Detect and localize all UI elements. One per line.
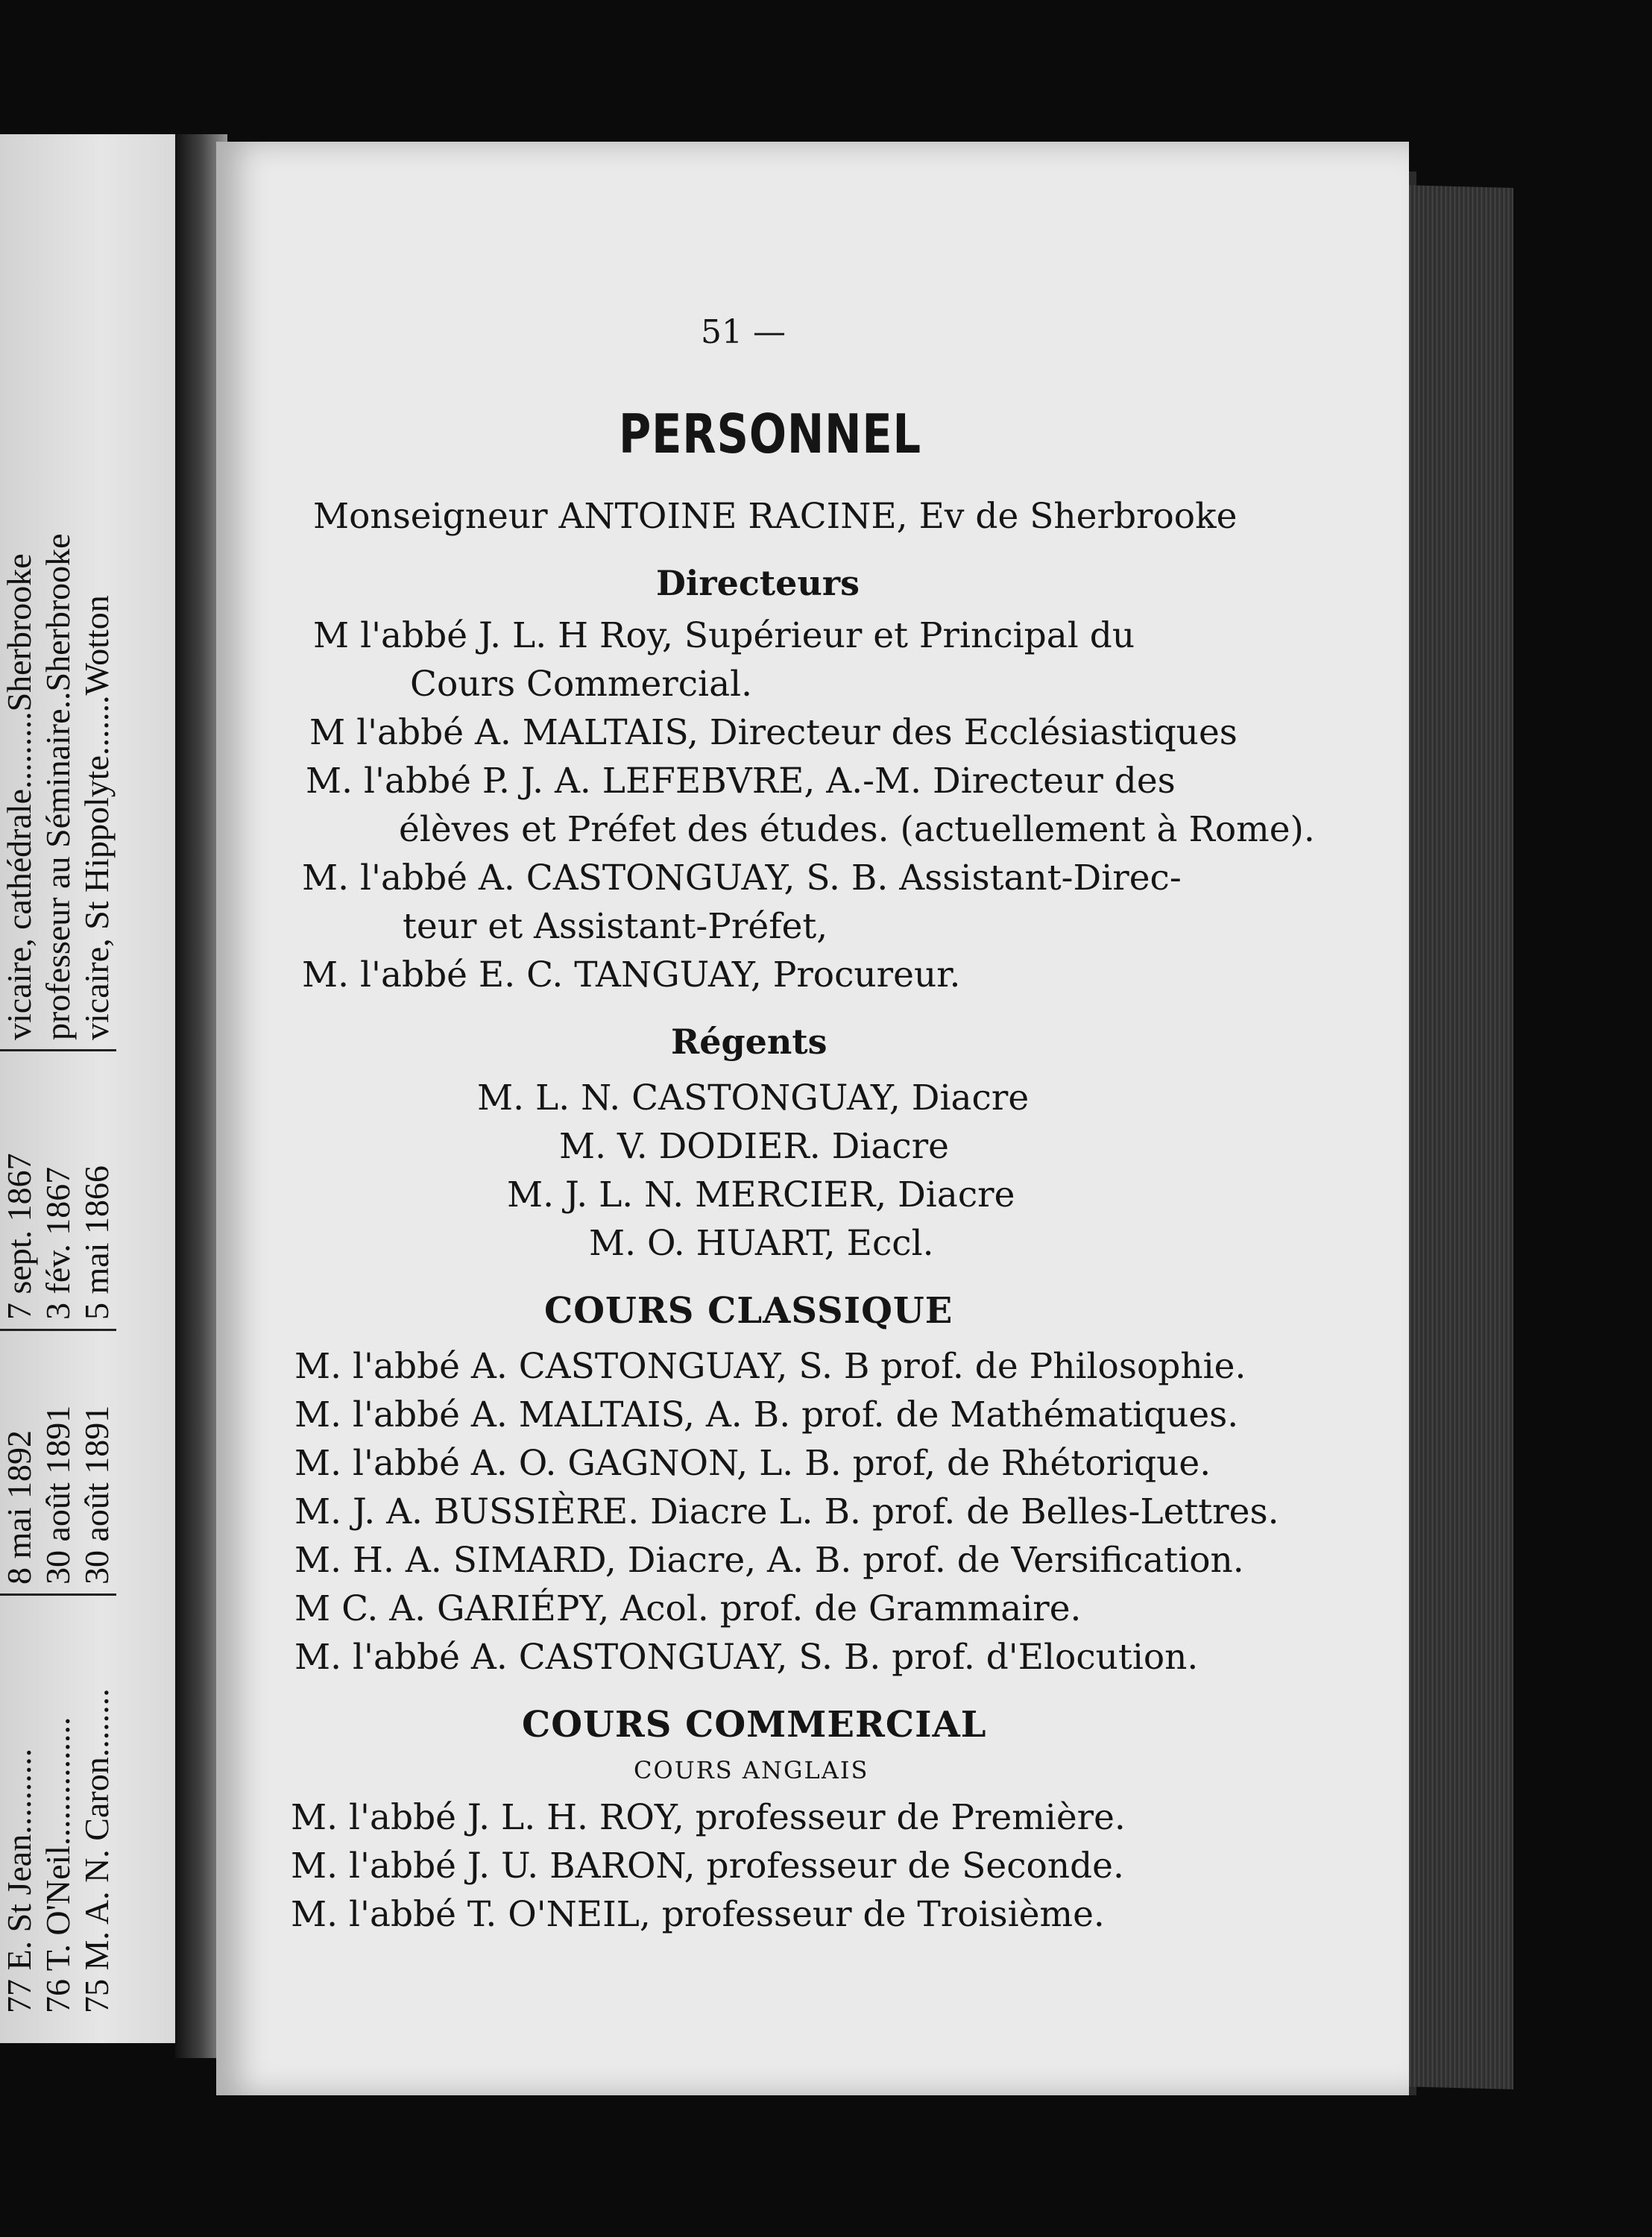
cours-anglais-subheading: COURS ANGLAIS (634, 1756, 869, 1784)
classique-line: M. H. A. SIMARD, Diacre, A. B. prof. de Versification. (294, 1540, 1244, 1581)
directeur-line: M l'abbé A. MALTAIS, Directeur des Ecclésiastiques (309, 712, 1238, 753)
directeur-line: M. l'abbé A. CASTONGUAY, S. B. Assistant-Direc- (302, 858, 1182, 899)
regent-line: M. V. DODIER. Diacre (559, 1126, 949, 1167)
directeur-line: Cours Commercial. (410, 664, 753, 705)
directeur-line: M. l'abbé P. J. A. LEFEBVRE, A.-M. Directeur des (306, 761, 1176, 802)
left-cell-name: 75 M. A. N. Caron........ (78, 1688, 116, 2013)
commercial-line: M. l'abbé J. L. H. ROY, professeur de Première. (291, 1797, 1126, 1838)
left-table-row (0, 194, 39, 2013)
bishop-line: Monseigneur ANTOINE RACINE, Ev de Sherbrooke (313, 496, 1238, 537)
regents-heading: Régents (671, 1022, 827, 1062)
commercial-line: M. l'abbé J. U. BARON, professeur de Seconde. (291, 1846, 1124, 1887)
directeur-line: M l'abbé J. L. H Roy, Supérieur et Principal du (313, 615, 1135, 656)
left-table-row (78, 194, 116, 2013)
regent-line: M. L. N. CASTONGUAY, Diacre (477, 1077, 1030, 1118)
page-number: 51 — (701, 313, 786, 351)
classique-line: M. J. A. BUSSIÈRE. Diacre L. B. prof. de Belles-Lettres. (294, 1491, 1279, 1532)
classique-line: M. l'abbé A. O. GAGNON, L. B. prof, de Rhétorique. (294, 1443, 1211, 1484)
classique-line: M C. A. GARIÉPY, Acol. prof. de Grammaire. (294, 1588, 1082, 1629)
regent-line: M. O. HUART, Eccl. (589, 1223, 934, 1264)
directeur-line: M. l'abbé E. C. TANGUAY, Procureur. (302, 954, 961, 995)
page-content (216, 142, 1409, 2095)
classique-line: M. l'abbé A. MALTAIS, A. B. prof. de Mathématiques. (294, 1394, 1239, 1435)
left-cell-date: 30 août 1891 (78, 1331, 116, 1596)
directeurs-heading: Directeurs (656, 563, 860, 603)
left-page-table (0, 194, 116, 2013)
left-facing-page (0, 134, 183, 2043)
commercial-line: M. l'abbé T. O'NEIL, professeur de Troisième. (291, 1894, 1105, 1935)
classique-line: M. l'abbé A. CASTONGUAY, S. B. prof. d'Elocution. (294, 1637, 1199, 1678)
left-cell-date2: 3 fév. 1867 (39, 1051, 78, 1331)
left-cell-date: 8 mai 1892 (0, 1331, 39, 1596)
cours-classique-heading: COURS CLASSIQUE (544, 1290, 953, 1332)
left-table-row (39, 194, 78, 2013)
main-page (216, 142, 1409, 2095)
book-page-edges (1402, 185, 1513, 2089)
left-cell-name: 77 E. St Jean.......... (0, 1748, 38, 2013)
left-cell-date2: 7 sept. 1867 (0, 1051, 39, 1331)
page-title: PERSONNEL (619, 403, 921, 465)
left-cell-post: vicaire, St Hippolyte.......Wotton (78, 369, 116, 1051)
left-cell-name: 76 T. O'Neil............... (39, 1717, 77, 2013)
directeur-line: élèves et Préfet des études. (actuellement à Rome). (399, 809, 1315, 850)
classique-line: M. l'abbé A. CASTONGUAY, S. B prof. de Philosophie. (294, 1346, 1246, 1387)
left-cell-date2: 5 mai 1866 (78, 1051, 116, 1331)
left-cell-date: 30 août 1891 (39, 1331, 78, 1596)
cours-commercial-heading: COURS COMMERCIAL (522, 1704, 987, 1746)
directeur-line: teur et Assistant-Préfet, (403, 906, 828, 947)
left-cell-post: vicaire, cathédrale.........Sherbrooke (0, 369, 39, 1051)
left-cell-post: professeur au Séminaire..Sherbrooke (39, 369, 78, 1051)
regent-line: M. J. L. N. MERCIER, Diacre (507, 1174, 1015, 1215)
